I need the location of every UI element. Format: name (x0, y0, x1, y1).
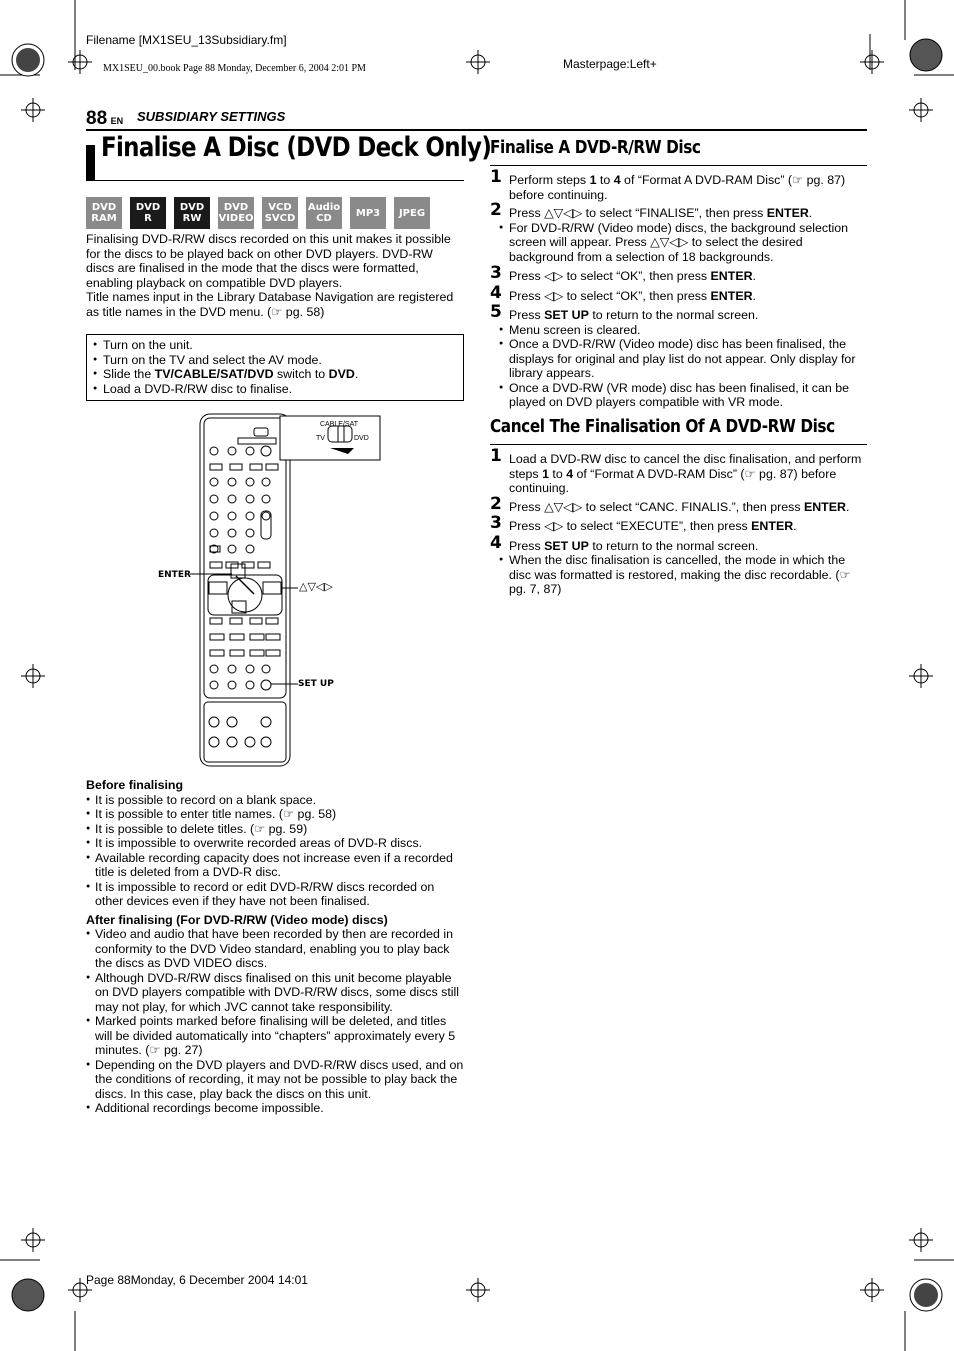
step-5-note: ● Once a DVD-RW (VR mode) disc has been finalised, it can be played on DVD players compatible with VR mode. (490, 381, 868, 410)
before-heading: Before finalising (86, 778, 184, 792)
step-2: 2 Press △▽◁▷ to select “CANC. FINALIS.”, then press ENTER. (490, 493, 850, 514)
arrows-callout: △▽◁▷ (299, 581, 333, 593)
intro-paragraph: Finalising DVD-R/RW discs recorded on this unit makes it possible for the discs to be played back on other DVD players. DVD-RW discs are finalised in the mode that the discs were formatted, enabling playback on compatible DVD players. (86, 232, 451, 290)
step-4-note: ● When the disc finalisation is cancelled, the mode in which the disc was formatted is restored, making the disc recordable. (☞ pg. 7, 87) (490, 553, 868, 597)
switch-tv-label: TV (316, 435, 325, 442)
badge-dvd-video: DVD VIDEO (218, 197, 254, 229)
list-item: ● Marked points marked before finalising will be deleted, and titles will be divided automatically into “chapters” approximately every 5 minutes. (☞ pg. 27) (86, 1014, 464, 1058)
list-item: ● It is impossible to record or edit DVD-R/RW discs recorded on other devices even if they have not been finalised. (86, 880, 464, 909)
step-5-note: ● Menu screen is cleared. (490, 323, 868, 338)
book-info: MX1SEU_00.book Page 88 Monday, December 6, 2004 2:01 PM (103, 63, 366, 74)
prep-item: ● Turn on the unit. (87, 338, 463, 353)
list-item: ● It is impossible to overwrite recorded areas of DVD-R discs. (86, 836, 464, 851)
badge-dvd-rw: DVD RW (174, 197, 210, 229)
step-4: 4 Press SET UP to return to the normal screen. (490, 532, 759, 553)
list-item: ● It is possible to enter title names. (☞ pg. 58) (86, 807, 464, 822)
disc-badges (86, 197, 430, 229)
preparation-box (86, 334, 464, 401)
list-item: ● Depending on the DVD players and DVD-R/RW discs used, and on the conditions of recording, it may not be possible to play back the discs. In this case, play back the discs on this unit. (86, 1058, 464, 1102)
setup-callout: SET UP (298, 679, 334, 689)
badge-dvd-ram: DVD RAM (86, 197, 122, 229)
step-5: 5 Press SET UP to return to the normal screen. (490, 302, 759, 322)
enter-callout: ENTER (158, 570, 191, 580)
page-title: Finalise A Disc (DVD Deck Only) (101, 132, 492, 163)
badge-jpeg: JPEG (394, 197, 430, 229)
title-bar (86, 145, 95, 181)
finalise-steps (490, 167, 868, 410)
intro-paragraph: Title names input in the Library Database Navigation are registered as title names in the DVD menu. (☞ pg. 58) (86, 290, 454, 319)
step-4: 4 Press ◁▷ to select “OK”, then press ENTER. (490, 282, 756, 303)
title-rule (86, 180, 464, 181)
cancel-heading-rule (490, 444, 867, 445)
list-item: ● It is possible to delete titles. (☞ pg. 59) (86, 822, 464, 837)
finalise-heading-rule (490, 165, 867, 166)
list-item: ● Available recording capacity does not increase even if a recorded title is deleted from a DVD-R disc. (86, 851, 464, 880)
page-number: 88 (86, 108, 108, 129)
badge-mp3: MP3 (350, 197, 386, 229)
step-5-note: ● Once a DVD-R/RW (Video mode) disc has been finalised, the displays for original and play list do not appear. Only display for library appears. (490, 337, 868, 381)
badge-vcd-svcd: VCD SVCD (262, 197, 298, 229)
prep-item: ● Load a DVD-R/RW disc to finalise. (87, 382, 463, 397)
step-2-note: ● For DVD-R/RW (Video mode) discs, the background selection screen will appear. Press △▽◁▷ to select the desired background from a selection of 18 backgrounds. (490, 221, 868, 265)
list-item: ● It is possible to record on a blank space. (86, 793, 464, 808)
cancel-heading: Cancel The Finalisation Of A DVD-RW Disc (490, 416, 835, 437)
step-1: 1 Perform steps 1 to 4 of “Format A DVD-RAM Disc” (☞ pg. 87) before continuing. (490, 167, 846, 202)
masterpage-label: Masterpage:Left+ (563, 57, 657, 71)
list-item: ● Although DVD-R/RW discs finalised on this unit become playable on DVD players compatible with DVD-R/RW discs, some discs still may not play, for which JVC cannot take responsibility. (86, 971, 464, 1015)
list-item: ● Additional recordings become impossible. (86, 1101, 464, 1116)
list-item: ● Video and audio that have been recorded by then are recorded in conformity to the DVD Video standard, enabling you to play back the discs as DVD VIDEO discs. (86, 927, 464, 971)
badge-audio-cd: Audio CD (306, 197, 342, 229)
finalise-heading: Finalise A DVD-R/RW Disc (490, 137, 701, 158)
section-title: SUBSIDIARY SETTINGS (137, 109, 286, 124)
cancel-steps (490, 446, 868, 597)
switch-dvd-label: DVD (354, 435, 369, 442)
step-3: 3 Press ◁▷ to select “EXECUTE”, then press ENTER. (490, 513, 797, 533)
intro-text (86, 232, 464, 319)
footer-info: Page 88Monday, 6 December 2004 14:01 (86, 1273, 308, 1287)
lang-label: EN (110, 116, 124, 126)
prep-item: ● Slide the TV/CABLE/SAT/DVD switch to DVD. (87, 367, 463, 382)
step-1: 1 Load a DVD-RW disc to cancel the disc finalisation, and perform steps 1 to 4 of “Format A DVD-RAM Disc” (☞ pg. 87) before continuing. (490, 446, 862, 495)
after-heading: After finalising (For DVD-R/RW (Video mode) discs) (86, 912, 388, 927)
switch-label: CABLE/SAT (320, 421, 358, 428)
remote-control-illustration (150, 412, 390, 774)
prep-item: ● Turn on the TV and select the AV mode. (87, 353, 463, 368)
badge-dvd-r: DVD R (130, 197, 166, 229)
before-finalising (86, 778, 464, 1116)
step-3: 3 Press ◁▷ to select “OK”, then press ENTER. (490, 263, 756, 283)
filename-label: Filename [MX1SEU_13Subsidiary.fm] (86, 33, 287, 47)
step-2: 2 Press △▽◁▷ to select “FINALISE”, then press ENTER. (490, 200, 813, 220)
page-header (86, 108, 124, 129)
header-rule (86, 129, 867, 131)
